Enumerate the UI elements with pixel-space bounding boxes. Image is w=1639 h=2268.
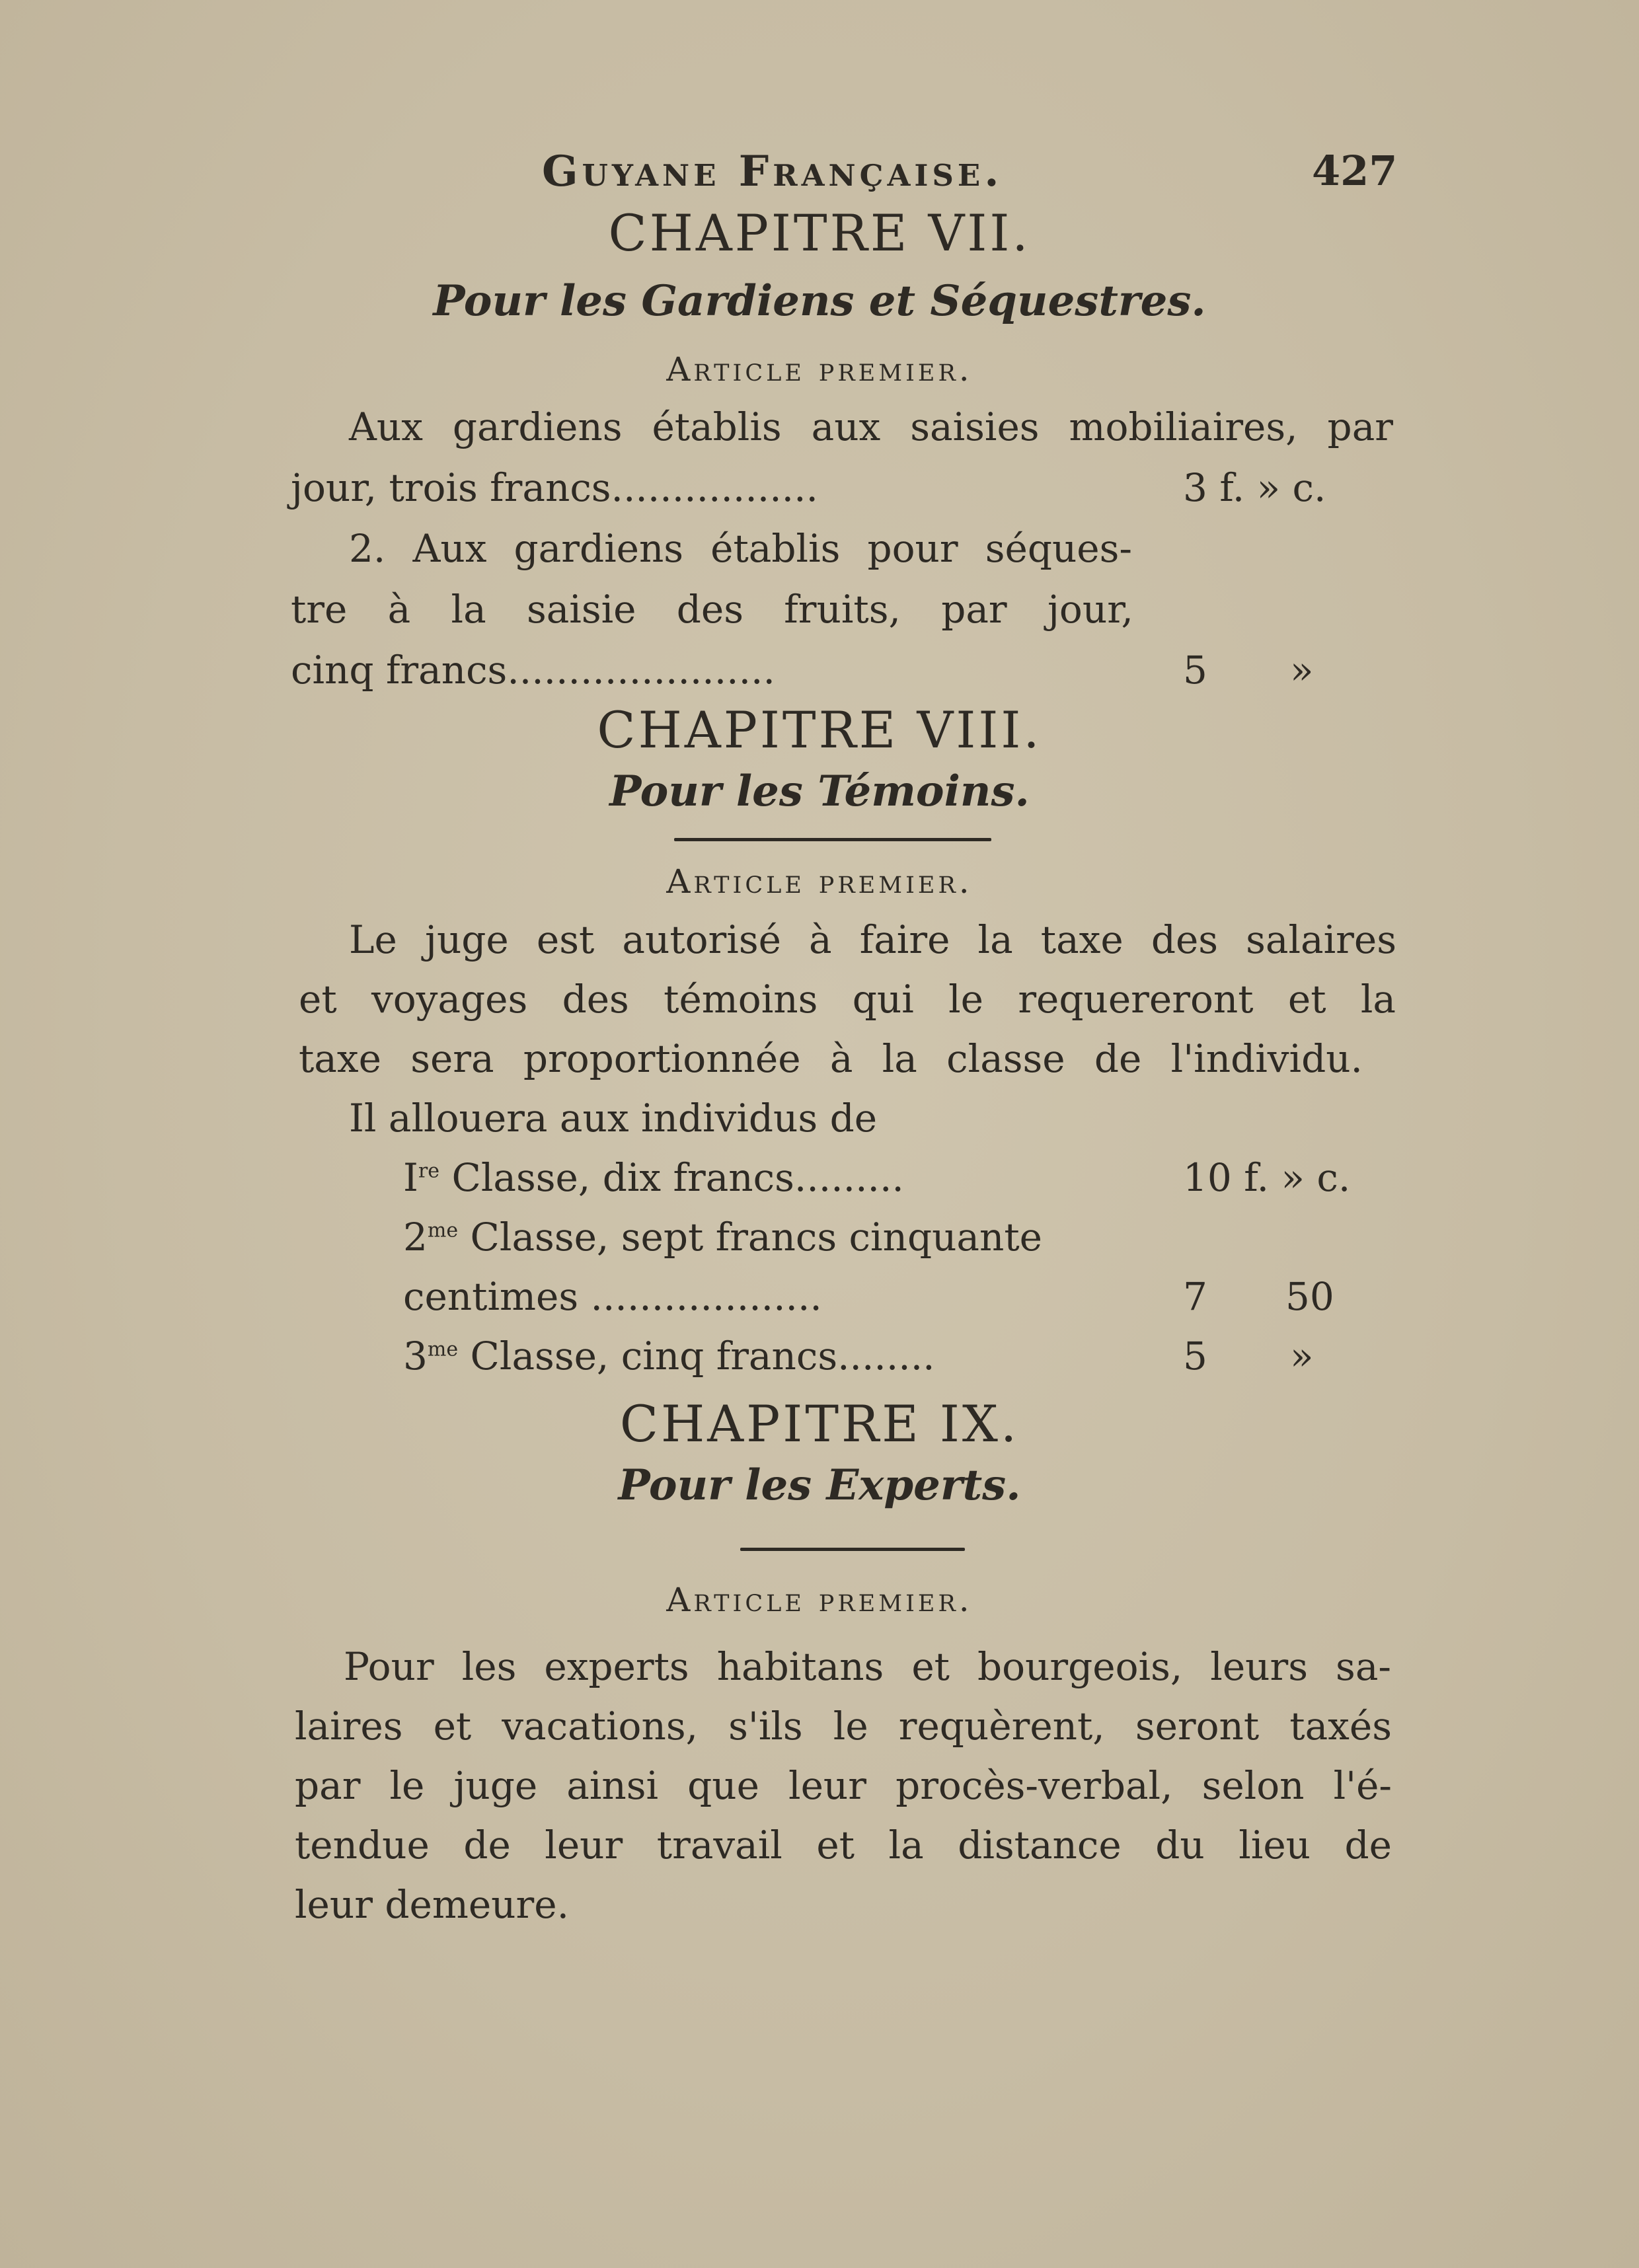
class1-text: Classe, dix francs.........: [439, 1155, 904, 1200]
chapter-7-article-heading: Article premier.: [666, 350, 973, 389]
chapter-8-article-heading: Article premier.: [666, 862, 973, 901]
ch8-class2: [403, 1215, 1042, 1260]
chapter-9-article-heading: Article premier.: [666, 1581, 973, 1619]
ch8-class2-amount-francs: 7: [1183, 1274, 1207, 1319]
chapter-8-subtitle: Pour les Témoins.: [609, 767, 1030, 816]
class2-number: 2: [403, 1215, 428, 1260]
ch7-item2-line2: tre à la saisie des fruits, par jour,: [291, 587, 1133, 632]
ch9-para-line5: leur demeure.: [295, 1882, 570, 1927]
chapter-8-title: CHAPITRE VIII.: [597, 700, 1042, 759]
chapter-8-rule: [674, 838, 991, 841]
class2-superscript: me: [427, 1219, 459, 1242]
ch8-para-line4: Il allouera aux individus de: [349, 1096, 878, 1141]
ch8-class3-amount-centimes: »: [1290, 1334, 1314, 1379]
ch9-para-line3: par le juge ainsi que leur procès-verbal, selon l'é-: [295, 1763, 1392, 1808]
page-number: 427: [1312, 147, 1398, 195]
class2-text: Classe, sept francs cinquante: [458, 1215, 1042, 1260]
chapter-7-title: CHAPITRE VII.: [608, 204, 1031, 262]
chapter-9-title: CHAPITRE IX.: [619, 1394, 1020, 1453]
class3-number: 3: [403, 1334, 428, 1379]
ch7-item2-line1: 2. Aux gardiens établis pour séques-: [349, 526, 1132, 571]
ch8-para-line2: et voyages des témoins qui le requereront et la: [299, 977, 1396, 1022]
ch8-para-line3: taxe sera proportionnée à la classe de l'individu.: [299, 1036, 1363, 1081]
class3-superscript: me: [427, 1338, 459, 1361]
ch7-item1-line2: jour, trois francs.................: [291, 465, 818, 510]
ch8-class1: [403, 1155, 904, 1200]
ch8-class2-line2: centimes ...................: [403, 1274, 822, 1319]
chapter-7-subtitle: Pour les Gardiens et Séquestres.: [433, 276, 1206, 326]
ch8-para-line1: Le juge est autorisé à faire la taxe des salaires: [349, 917, 1396, 962]
chapter-9-subtitle: Pour les Experts.: [618, 1460, 1021, 1510]
ch7-item2-amount-centimes: »: [1290, 648, 1314, 693]
class3-text: Classe, cinq francs........: [458, 1334, 935, 1379]
chapter-9-rule: [740, 1548, 965, 1551]
class1-number: I: [403, 1155, 418, 1200]
running-header: Guyane Française.: [542, 147, 1003, 196]
ch9-para-line1: Pour les experts habitans et bourgeois, leurs sa-: [344, 1644, 1391, 1689]
ch8-class3-amount-francs: 5: [1183, 1334, 1207, 1379]
ch9-para-line2: laires et vacations, s'ils le requèrent, seront taxés: [295, 1704, 1392, 1749]
ch7-item1-amount: 3 f. » c.: [1183, 465, 1326, 510]
class1-superscript: re: [418, 1159, 440, 1183]
ch8-class3: [403, 1334, 935, 1379]
ch8-class2-amount-centimes: 50: [1285, 1274, 1334, 1319]
ch7-item1-line1: Aux gardiens établis aux saisies mobiliaires, par: [349, 404, 1393, 449]
ch7-item2-amount-francs: 5: [1183, 648, 1207, 693]
ch7-item2-line3: cinq francs......................: [291, 648, 775, 693]
ch9-para-line4: tendue de leur travail et la distance du lieu de: [295, 1823, 1392, 1868]
ch8-class1-amount: 10 f. » c.: [1183, 1155, 1351, 1200]
